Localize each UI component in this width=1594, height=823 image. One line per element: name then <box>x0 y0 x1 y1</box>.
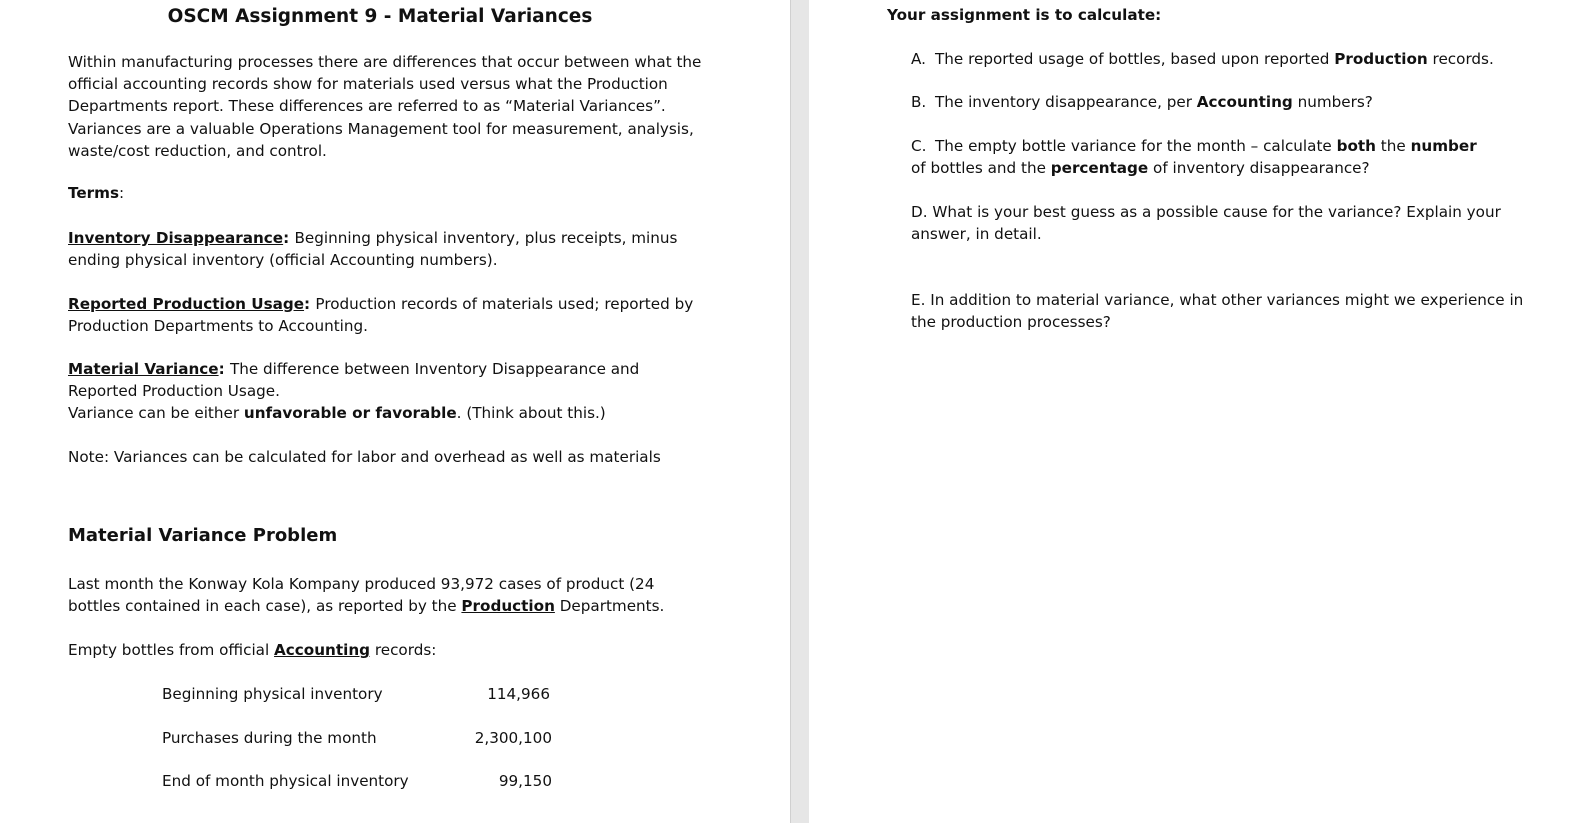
document-title: OSCM Assignment 9 - Material Variances <box>167 6 593 27</box>
variance-note: Variance can be either unfavorable or favorable. (Think about this.) <box>68 404 606 422</box>
terms-heading: Terms: <box>68 184 125 202</box>
right-page <box>809 0 1594 823</box>
table-row-label: End of month physical inventory <box>162 772 409 790</box>
table-row-value: 114,966 <box>487 685 550 703</box>
intro-paragraph: Within manufacturing processes there are differences that occur between what the official accounting records show for materials used versus what the Production Departments report. These differences are referred to as “Material Variances”. Variances are a valuable Operations Management tool for measurement, analysis, waste/cost reduction, and control. <box>68 53 702 160</box>
term-reported-production-usage: Reported Production Usage: Production records of materials used; reported by Production Departments to Accounting. <box>68 295 694 336</box>
term-material-variance: Material Variance: The difference between Inventory Disappearance and Reported Production Usage. <box>68 360 640 401</box>
problem-heading: Material Variance Problem <box>68 525 338 546</box>
question-c: C. The empty bottle variance for the month – calculate both the number of bottles and the percentage of inventory disappearance? <box>911 137 1477 178</box>
question-a: A. The reported usage of bottles, based upon reported Production records. <box>911 50 1494 68</box>
question-d: D. What is your best guess as a possible cause for the variance? Explain your answer, in detail. <box>911 203 1501 244</box>
table-row-value: 2,300,100 <box>474 729 552 747</box>
table-row-label: Beginning physical inventory <box>162 685 383 703</box>
question-e: E. In addition to material variance, what other variances might we experience in the production processes? <box>911 291 1524 332</box>
labor-overhead-note: Note: Variances can be calculated for labor and overhead as well as materials <box>68 448 661 466</box>
table-row-label: Purchases during the month <box>162 729 377 747</box>
left-page <box>0 0 790 823</box>
table-row-value: 99,150 <box>498 772 552 790</box>
term-inventory-disappearance: Inventory Disappearance: Beginning physical inventory, plus receipts, minus ending physical inventory (official Accounting numbers). <box>68 229 678 270</box>
problem-statement: Last month the Konway Kola Kompany produced 93,972 cases of product (24 bottles contained in each case), as reported by the Production Departments. <box>68 575 665 616</box>
assignment-heading: Your assignment is to calculate: <box>887 6 1162 24</box>
empty-bottles-intro: Empty bottles from official Accounting records: <box>68 641 437 659</box>
page-gutter <box>790 0 810 823</box>
question-b: B. The inventory disappearance, per Accounting numbers? <box>911 93 1373 111</box>
